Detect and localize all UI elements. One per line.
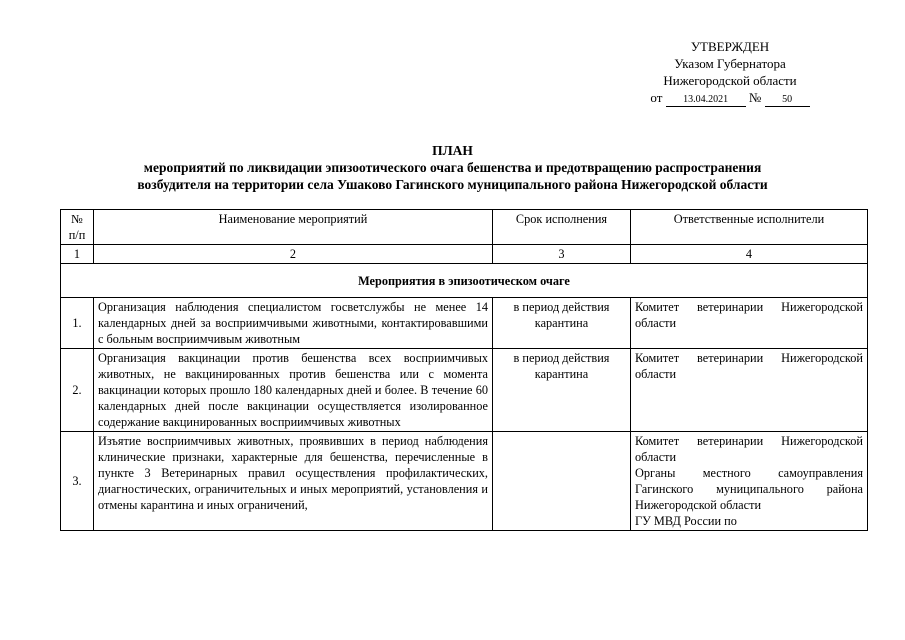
- row-number: 1.: [61, 298, 94, 349]
- plan-subtitle-2: возбудителя на территории села Ушаково Гагинского муниципального района Нижегородской области: [137, 177, 768, 192]
- row-action: Организация вакцинации против бешенства всех восприимчивых животных, не вакцинированных против бешенства или с момента вакцинации которых прошло 180 календарных дней и более. В течение 60 календарных дней после вакцинации осуществляется изолированное содержание вакцинированных восприимчивых животных: [94, 349, 493, 432]
- row-responsible: [631, 298, 868, 349]
- row-responsible: [631, 349, 868, 432]
- row-number: 2.: [61, 349, 94, 432]
- approval-number: 50: [765, 94, 810, 107]
- plan-subtitle-1: мероприятий по ликвидации эпизоотического очага бешенства и предотвращению распространения: [143, 160, 762, 175]
- col-number: 4: [631, 245, 868, 264]
- row-term: [493, 432, 631, 531]
- measures-table: [60, 209, 868, 531]
- header-responsible: Ответственные исполнители: [631, 210, 868, 245]
- col-number: 3: [493, 245, 631, 264]
- header-num: № п/п: [61, 210, 94, 245]
- plan-title: ПЛАН: [432, 143, 473, 158]
- table-row: [61, 349, 868, 432]
- responsible-entry: Комитет ветеринарии Нижегородской области: [635, 351, 863, 381]
- header-term: Срок исполнения: [493, 210, 631, 245]
- column-number-row: [61, 245, 868, 264]
- row-action: Изъятие восприимчивых животных, проявивших в период наблюдения клинические признаки, характерные для бешенства, перечисленные в пункте 3 Ветеринарных правил осуществления профилактических, диагностических, ограничительных и иных мероприятий, установления и отмены карантина и иных ограничений,: [94, 432, 493, 531]
- col-number: 1: [61, 245, 94, 264]
- plan-title-block: [0, 142, 905, 193]
- approval-date-row: [600, 89, 860, 107]
- approval-from-label: от: [650, 90, 663, 105]
- approval-decree: Указом Губернатора: [674, 56, 786, 71]
- table-header-row: [61, 210, 868, 245]
- row-number: 3.: [61, 432, 94, 531]
- row-action: Организация наблюдения специалистом госветслужбы не менее 14 календарных дней за восприимчивыми животными, контактировавшими с больным восприимчивым животным: [94, 298, 493, 349]
- section-row: [61, 264, 868, 298]
- approval-region: Нижегородской области: [663, 73, 797, 88]
- responsible-entry: Комитет ветеринарии Нижегородской области: [635, 434, 863, 464]
- row-term: в период действия карантина: [493, 349, 631, 432]
- responsible-entry: Комитет ветеринарии Нижегородской области: [635, 300, 863, 330]
- table-row: [61, 432, 868, 531]
- row-term: в период действия карантина: [493, 298, 631, 349]
- responsible-entry: Органы местного самоуправления Гагинского муниципального района Нижегородской области: [635, 466, 863, 512]
- approval-number-label: №: [748, 90, 762, 105]
- approval-heading: УТВЕРЖДЕН: [690, 39, 770, 54]
- header-action: Наименование мероприятий: [94, 210, 493, 245]
- approval-date: 13.04.2021: [666, 94, 746, 107]
- table-row: [61, 298, 868, 349]
- section-title: Мероприятия в эпизоотическом очаге: [61, 264, 868, 298]
- responsible-entry: ГУ МВД России по: [635, 514, 737, 528]
- col-number: 2: [94, 245, 493, 264]
- row-responsible: [631, 432, 868, 531]
- approval-stamp: [600, 38, 860, 107]
